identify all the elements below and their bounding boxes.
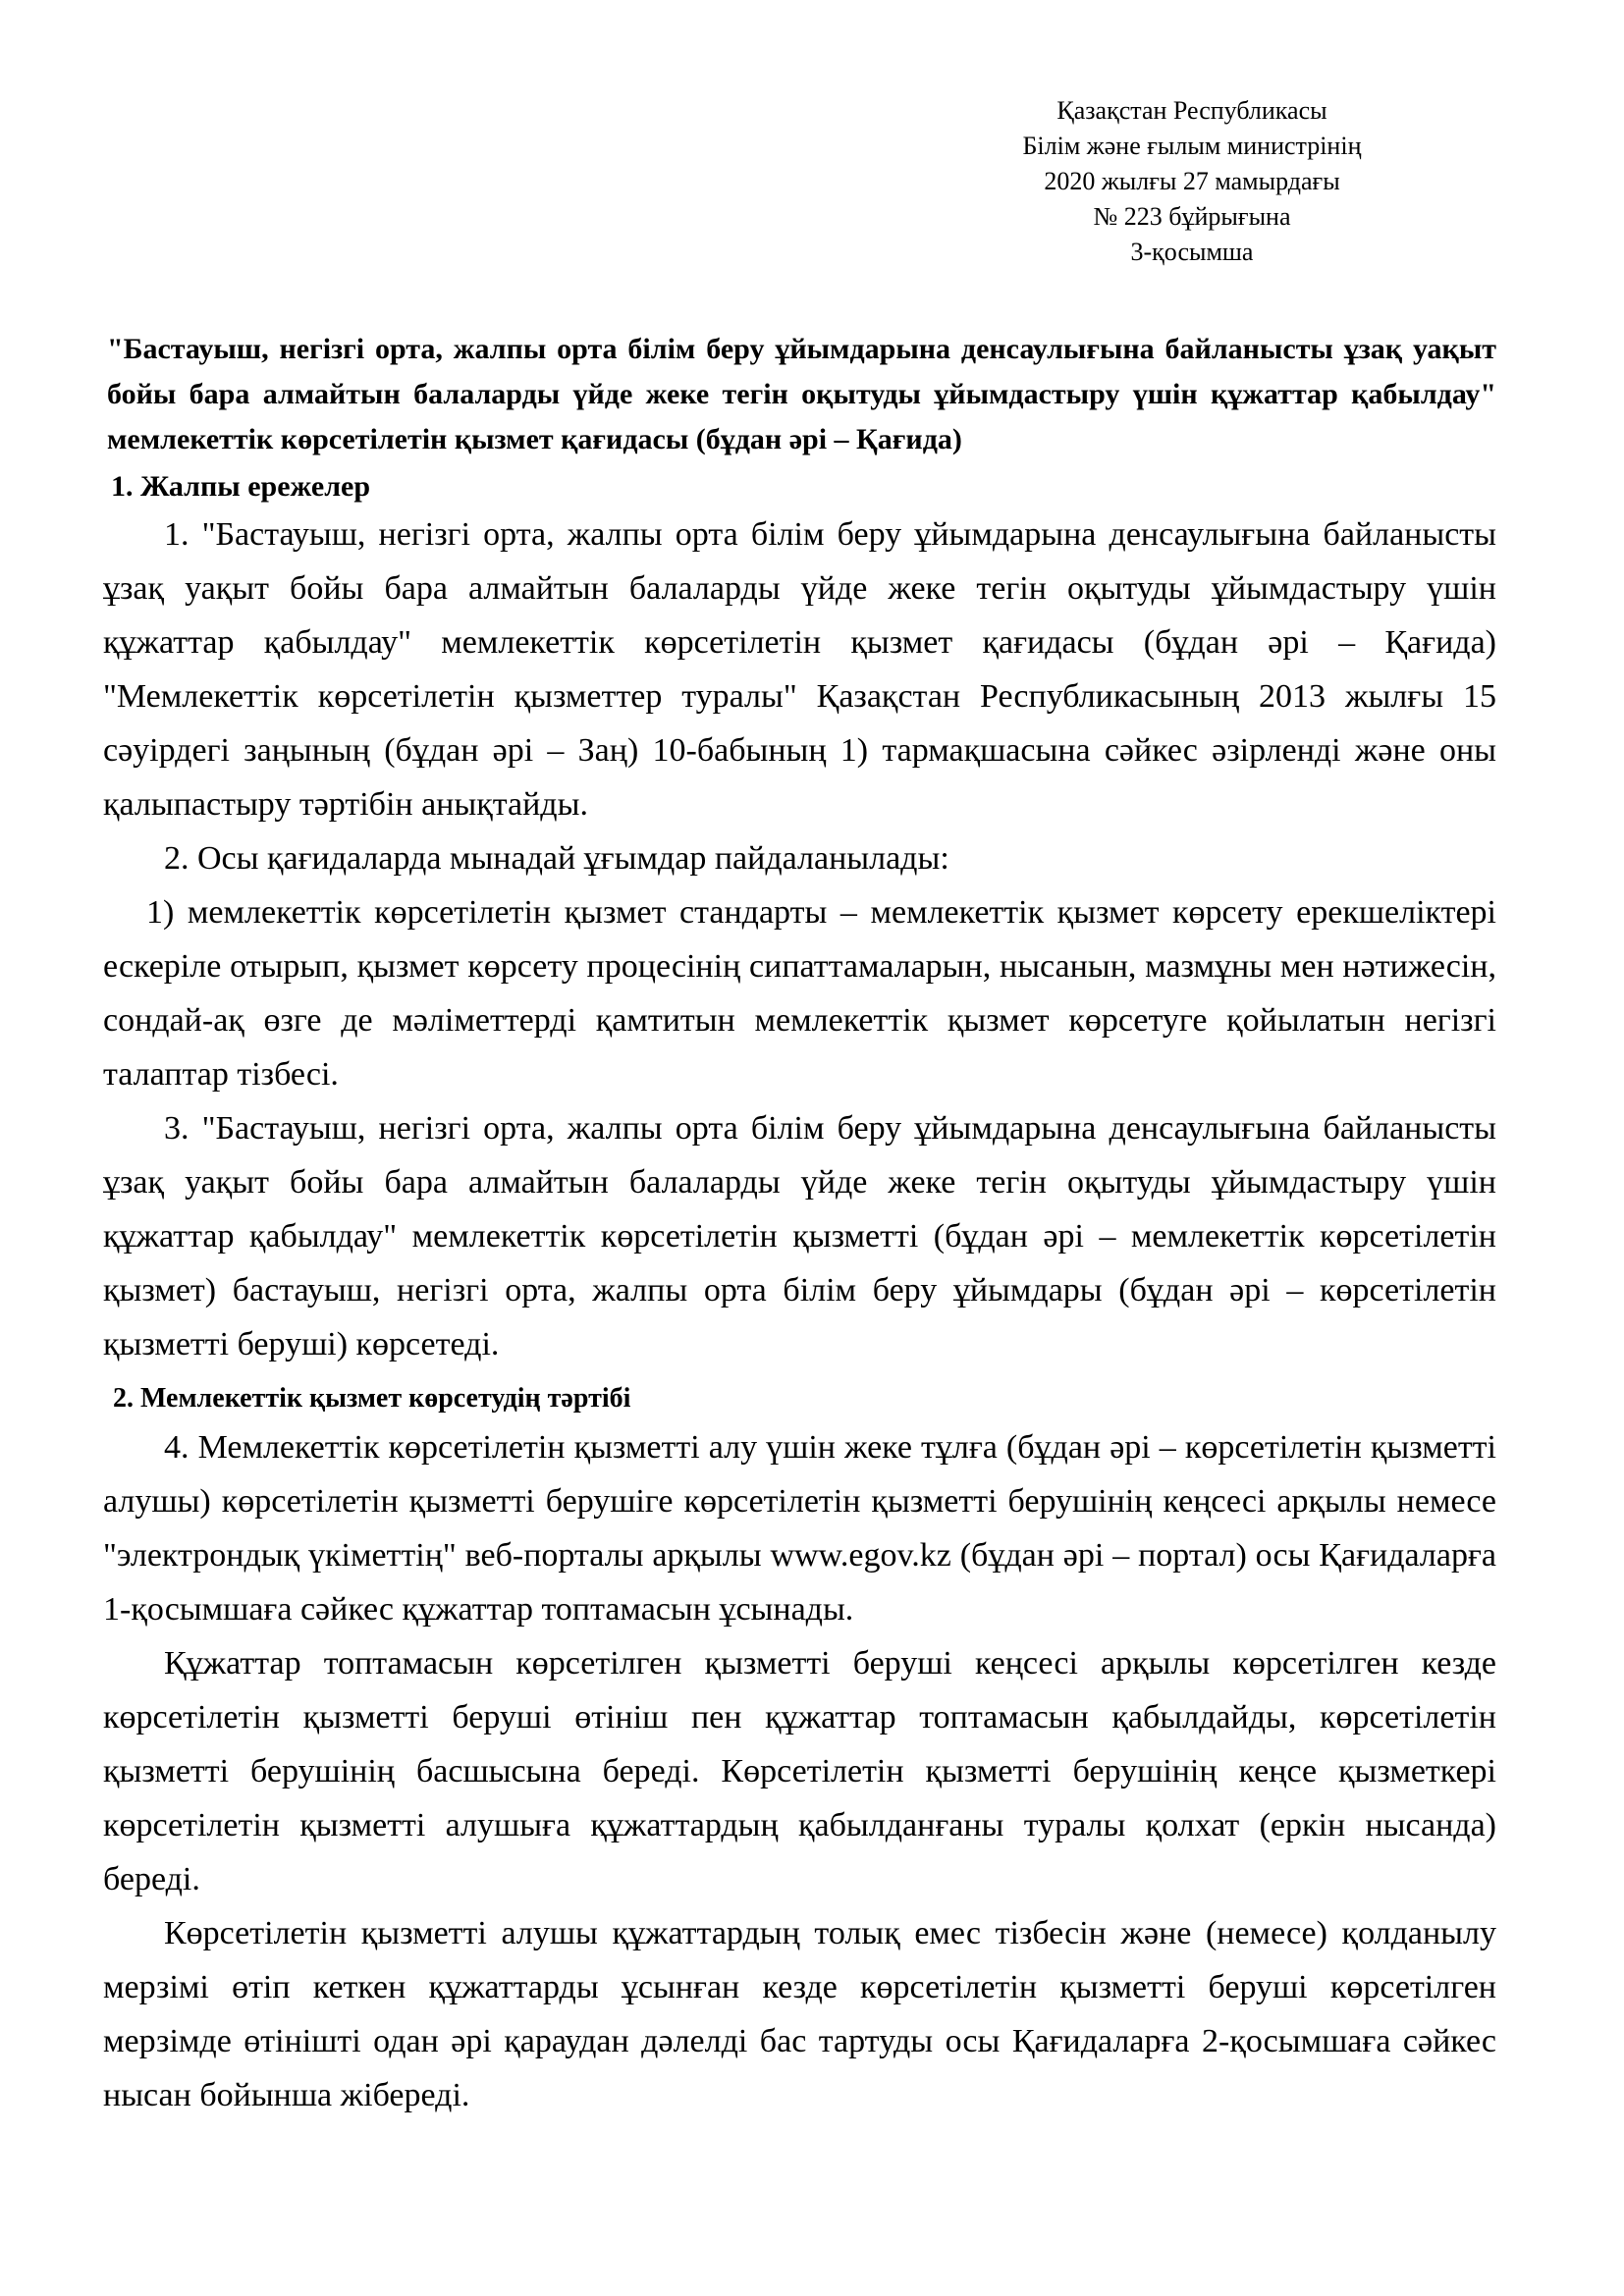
paragraph-5: Құжаттар топтамасын көрсетілген қызметті беруші кеңсесі арқылы көрсетілген кезде көрсетілетін қызметті беруші өтініш пен құжаттар топтамасын қабылдайды, көрсетілетін қызметті берушінің басшысына береді. Көрсетілетін қызметті берушінің кеңсе қызметкері көрсетілетін қызметті алушыға құжаттардың қабылданғаны туралы қолхат (еркін нысанда) береді. <box>103 1645 1496 1897</box>
paragraph-4: 4. Мемлекеттік көрсетілетін қызметті алу үшін жеке тұлға (бұдан әрі – көрсетілетін қызметті алушы) көрсетілетін қызметті берушіге көрсетілетін қызметті берушінің кеңсесі арқылы немесе "электрондық үкіметтің" веб-порталы арқылы www.egov.kz (бұдан әрі – портал) осы Қағидаларға 1-қосымшаға сәйкес құжаттар топтамасын ұсынады. <box>103 1429 1496 1628</box>
paragraph-1: 1. "Бастауыш, негізгі орта, жалпы орта білім беру ұйымдарына денсаулығына байланысты ұзақ уақыт бойы бара алмайтын балаларды үйде жеке тегін оқытуды ұйымдастыру үшін құжаттар қабылдау" мемлекеттік көрсетілетін қызмет қағидасы (бұдан әрі – Қағида) "Мемлекеттік көрсетілетін қызметтер туралы" Қазақстан Республикасының 2013 жылғы 15 сәуірдегі заңының (бұдан әрі – Заң) 10-бабының 1) тармақшасына сәйкес әзірленді және оны қалыпастыру тәртібін анықтайды. <box>103 516 1496 823</box>
section-1-heading: 1. Жалпы ережелер <box>111 470 371 503</box>
section-2-body <box>103 1420 1496 2122</box>
header-line-order-number: № 223 бұйрығына <box>1093 202 1291 231</box>
paragraph-2: 2. Осы қағидаларда мынадай ұғымдар пайдаланылады: <box>164 840 949 877</box>
header-line-ministry: Білім және ғылым министрінің <box>1022 132 1362 160</box>
paragraph-6: Көрсетілетін қызметті алушы құжаттардың толық емес тізбесін және (немесе) қолданылу мерзімі өтіп кеткен құжаттарды ұсынған кезде көрсетілетін қызметті беруші көрсетілген мерзімде өтінішті одан әрі қараудан дәлелді бас тартуды осы Қағидаларға 2-қосымшаға сәйкес нысан бойынша жібереді. <box>103 1915 1496 2113</box>
header-line-country: Қазақстан Республикасы <box>1056 96 1327 125</box>
section-2-heading: 2. Мемлекеттік қызмет көрсетудің тәртібі <box>113 1383 631 1414</box>
approval-header <box>888 93 1496 270</box>
header-line-appendix: 3-қосымша <box>1130 238 1254 266</box>
section-1-body <box>103 507 1496 1371</box>
document-title: "Бастауыш, негізгі орта, жалпы орта білім беру ұйымдарына денсаулығына байланысты ұзақ уақыт бойы бара алмайтын балаларды үйде жеке тегін оқытуды ұйымдастыру үшін құжаттар қабылдау" мемлекеттік көрсетілетін қызмет қағидасы (бұдан әрі – Қағида) <box>107 333 1496 455</box>
paragraph-3: 3. "Бастауыш, негізгі орта, жалпы орта білім беру ұйымдарына денсаулығына байланысты ұзақ уақыт бойы бара алмайтын балаларды үйде жеке тегін оқытуды ұйымдастыру үшін құжаттар қабылдау" мемлекеттік көрсетілетін қызметті (бұдан әрі – мемлекеттік көрсетілетін қызмет) бастауыш, негізгі орта, жалпы орта білім беру ұйымдары (бұдан әрі – көрсетілетін қызметті беруші) көрсетеді. <box>103 1110 1496 1362</box>
header-line-date: 2020 жылғы 27 мамырдағы <box>1044 167 1340 195</box>
paragraph-2-subitem-1: 1) мемлекеттік көрсетілетін қызмет стандарты – мемлекеттік қызмет көрсету ерекшеліктері ескеріле отырып, қызмет көрсету процесінің сипаттамаларын, нысанын, мазмұны мен нәтижесін, сондай-ақ өзге де мәліметтерді қамтитын мемлекеттік қызмет көрсетуге қойылатын негізгі талаптар тізбесі. <box>103 894 1496 1093</box>
